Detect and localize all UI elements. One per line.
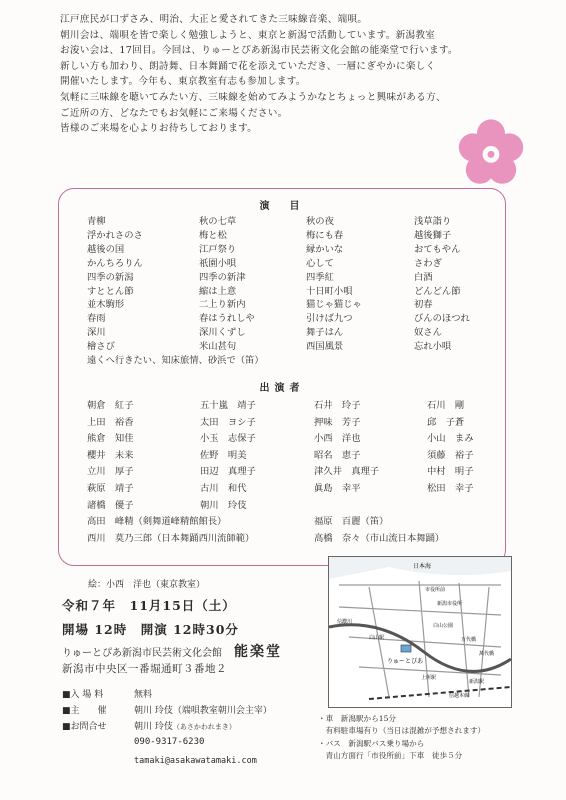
piece-item: 並木駒形: [87, 299, 125, 311]
performer-name: [314, 498, 427, 515]
piece-item: 浅草詣り: [414, 216, 452, 227]
performer-name: 津久井 真理子: [314, 466, 380, 478]
access-map: [328, 556, 512, 708]
performer-name: 中村 明子: [427, 466, 474, 478]
venue-address: 新潟市中央区一番堀通町３番地２: [62, 663, 227, 675]
info-value: 無料: [134, 690, 153, 700]
performer-name: 朝川 玲伎: [200, 499, 247, 511]
access-line: ・車 新潟駅から15分: [318, 714, 397, 723]
performer-name: 小玉 志保子: [200, 433, 256, 445]
piece-item: 秋の夜: [306, 216, 334, 227]
access-line: 有料駐車場有り（当日は混雑が予想されます）: [318, 726, 486, 736]
venue-name: りゅーとぴあ新潟市民芸術文化会館: [62, 648, 222, 659]
piece-item: 深川くずし: [199, 327, 246, 339]
piece-item: 檜さび: [87, 341, 115, 353]
access-info: [318, 713, 485, 763]
piece-item: 十日町小唄: [306, 285, 353, 297]
map-drawing: [329, 557, 511, 707]
map-label: 白山公園: [433, 623, 454, 629]
venue: [62, 641, 282, 661]
performer-name: [427, 498, 507, 515]
piece-item: びんのほつれ: [414, 313, 470, 325]
piece-item: 心して: [306, 257, 334, 269]
piece-item: 深川: [87, 327, 106, 339]
piece-item: 縁かいな: [306, 243, 344, 255]
intro-line: 新しい方も加わり、朗詩舞、日本舞踊で花を添えていただき、一層にぎやかに楽しく: [60, 60, 436, 72]
piece-item: 江戸祭り: [199, 243, 237, 255]
intro-line: 気軽に三味線を聴いてみたい方、三味線を始めてみようかなとちょっと興味がある方、: [60, 91, 446, 103]
performer-guest: 西川 莫乃三郎（日本舞踊西川流師範）: [87, 532, 255, 544]
performer-name: 熊倉 知佳: [87, 433, 134, 445]
contact-row: [62, 719, 272, 735]
map-line-label: 信越本線: [449, 693, 470, 699]
info-value: 朝川 玲伎: [134, 722, 173, 732]
intro-line: ご近所の方、どなたでもお気軽にご来場ください。: [60, 107, 288, 119]
performer-guest: 高橋 奈々（市山流日本舞踊）: [314, 532, 445, 544]
performer-name: 邱 子蒼: [427, 416, 465, 428]
info-label: ■入 場 料: [62, 690, 104, 700]
performer-name: 諸橋 優子: [87, 499, 134, 511]
performer-name: 石川 剛: [427, 400, 465, 411]
piece-item: 越後の国: [87, 243, 125, 255]
piece-item: 引けば九つ: [306, 313, 353, 325]
info-label: ■お問合せ: [62, 722, 107, 732]
piece-item: 四季の新津: [199, 271, 246, 283]
contact-phone: 090-9317-6230: [134, 737, 205, 747]
map-venue-label: りゅーとぴあ: [387, 658, 424, 665]
event-info: [62, 687, 272, 735]
performer-name: 小山 まみ: [427, 433, 474, 445]
map-label: 万代橋: [461, 637, 477, 643]
performer-name: 石井 玲子: [314, 400, 361, 411]
performer-name: 立川 厚子: [87, 466, 134, 478]
piece-item: 浮かれさのさ: [87, 229, 143, 241]
piece-item: 青柳: [87, 216, 106, 227]
info-label: ■主 催: [62, 706, 107, 716]
illustration-credit: 絵：小西 洋也（東京教室）: [88, 580, 206, 590]
piece-item: 西国風景: [306, 341, 344, 353]
piece-item: すととん節: [87, 285, 134, 297]
piece-item: どんどん節: [414, 285, 461, 297]
intro-line: 皆様のご来場を心よりお待ちしております。: [60, 123, 258, 135]
performer-list: [87, 398, 507, 547]
piece-item: 米山甚句: [199, 341, 237, 353]
map-label: 上所駅: [421, 675, 437, 681]
performer-name: 上田 裕香: [87, 416, 134, 428]
map-label: 市役所前: [425, 587, 446, 593]
map-sea-label: 日本海: [413, 563, 432, 570]
program-title: 演 目: [259, 201, 305, 212]
performer-name: 昭名 恵子: [314, 449, 361, 461]
performer-name: 佐野 明美: [200, 449, 247, 461]
piece-item: 縮は上意: [199, 285, 237, 297]
piece-item-flute: 遠くへ行きたい、知床旅情、砂浜で（笛）: [87, 355, 264, 367]
performer-name: 田辺 真理子: [200, 466, 256, 478]
program-box: [58, 188, 506, 566]
piece-item: 奴さん: [414, 327, 442, 339]
piece-item: 白酒: [414, 271, 433, 283]
piece-item: 忘れ小唄: [414, 341, 452, 353]
intro-line: 朝川会は、端唄を皆で楽しく勉強しようと、東京と新潟で活動しています。新潟教室: [60, 29, 436, 41]
performer-name: 眞島 幸平: [314, 482, 361, 494]
performer-name: 朝倉 紅子: [87, 400, 134, 411]
access-line: 青山方面行「市役所前」下車 徒歩５分: [318, 751, 463, 761]
performer-name: 萩原 靖子: [87, 482, 134, 494]
venue-hall: 能楽堂: [234, 644, 282, 660]
piece-item: 四季の新潟: [87, 271, 134, 283]
piece-item: 二上り新内: [199, 299, 246, 311]
map-label: 新潟市役所: [437, 601, 463, 607]
piece-item: 初春: [414, 299, 433, 311]
piece-item: 秋の七草: [199, 216, 237, 227]
piece-item: さわぎ: [414, 257, 442, 269]
piece-item: 四季紅: [306, 271, 334, 283]
map-label: 萬代橋: [479, 651, 495, 657]
piece-item: 春はうれしや: [199, 313, 255, 325]
performer-name: 須藤 裕子: [427, 449, 474, 461]
performer-name: 五十嵐 靖子: [200, 400, 256, 411]
event-time: 開場 12時 開演 12時30分: [62, 622, 239, 637]
intro-line: 開催いたします。今年も、東京教室有志も参加します。: [60, 76, 306, 88]
piece-list: [87, 215, 514, 368]
performer-guest: 高田 峰精（剣舞道峰精館館長）: [87, 516, 227, 528]
piece-item: 梅にも春: [306, 229, 344, 241]
map-river-label: 信濃川: [337, 619, 353, 625]
piece-item: 祇園小唄: [199, 257, 237, 269]
map-label: 白山駅: [369, 635, 385, 641]
piece-item: 越後獅子: [414, 229, 452, 241]
performer-name: 小西 洋也: [314, 433, 361, 445]
organizer-row: [62, 703, 272, 719]
piece-item: 舞子はん: [306, 327, 344, 339]
admission-row: [62, 687, 272, 703]
performer-name: 太田 ヨシ子: [200, 416, 256, 428]
plum-blossom-icon: [456, 118, 526, 188]
piece-item: 春雨: [87, 313, 106, 325]
access-line: ・バス 新潟駅バス乗り場から: [318, 738, 425, 748]
intro-line: お浚い会は、17回目。今回は、りゅーとぴあ新潟市民芸術文化会館の能楽堂で行います。: [60, 45, 458, 57]
piece-item: 猫じゃ猫じゃ: [306, 299, 362, 311]
performer-name: 松田 幸子: [427, 482, 474, 494]
map-label: 新潟駅: [469, 679, 485, 685]
performer-name: 櫻井 未来: [87, 449, 134, 461]
piece-item: かんちろりん: [87, 257, 143, 269]
performer-guest: 福原 百麗（笛）: [314, 516, 389, 528]
performer-name: 古川 和代: [200, 482, 247, 494]
intro-text: [60, 12, 500, 137]
performer-name: 押味 芳子: [314, 416, 361, 428]
piece-item: おてもやん: [414, 243, 461, 255]
contact-email[interactable]: tamaki@asakawatamaki.com: [134, 756, 257, 766]
piece-item: 梅と松: [199, 229, 227, 241]
intro-line: 江戸庶民が口ずさみ、明治、大正と愛されてきた三味線音楽、端唄。: [60, 14, 368, 25]
performers-title: 出演者: [259, 383, 305, 394]
info-value: 朝川 玲伎（端唄教室朝川会主宰）: [134, 706, 272, 716]
info-reading: （あさかわれまき）: [172, 723, 236, 731]
event-date: 令和７年 11月15日（土）: [62, 598, 236, 613]
